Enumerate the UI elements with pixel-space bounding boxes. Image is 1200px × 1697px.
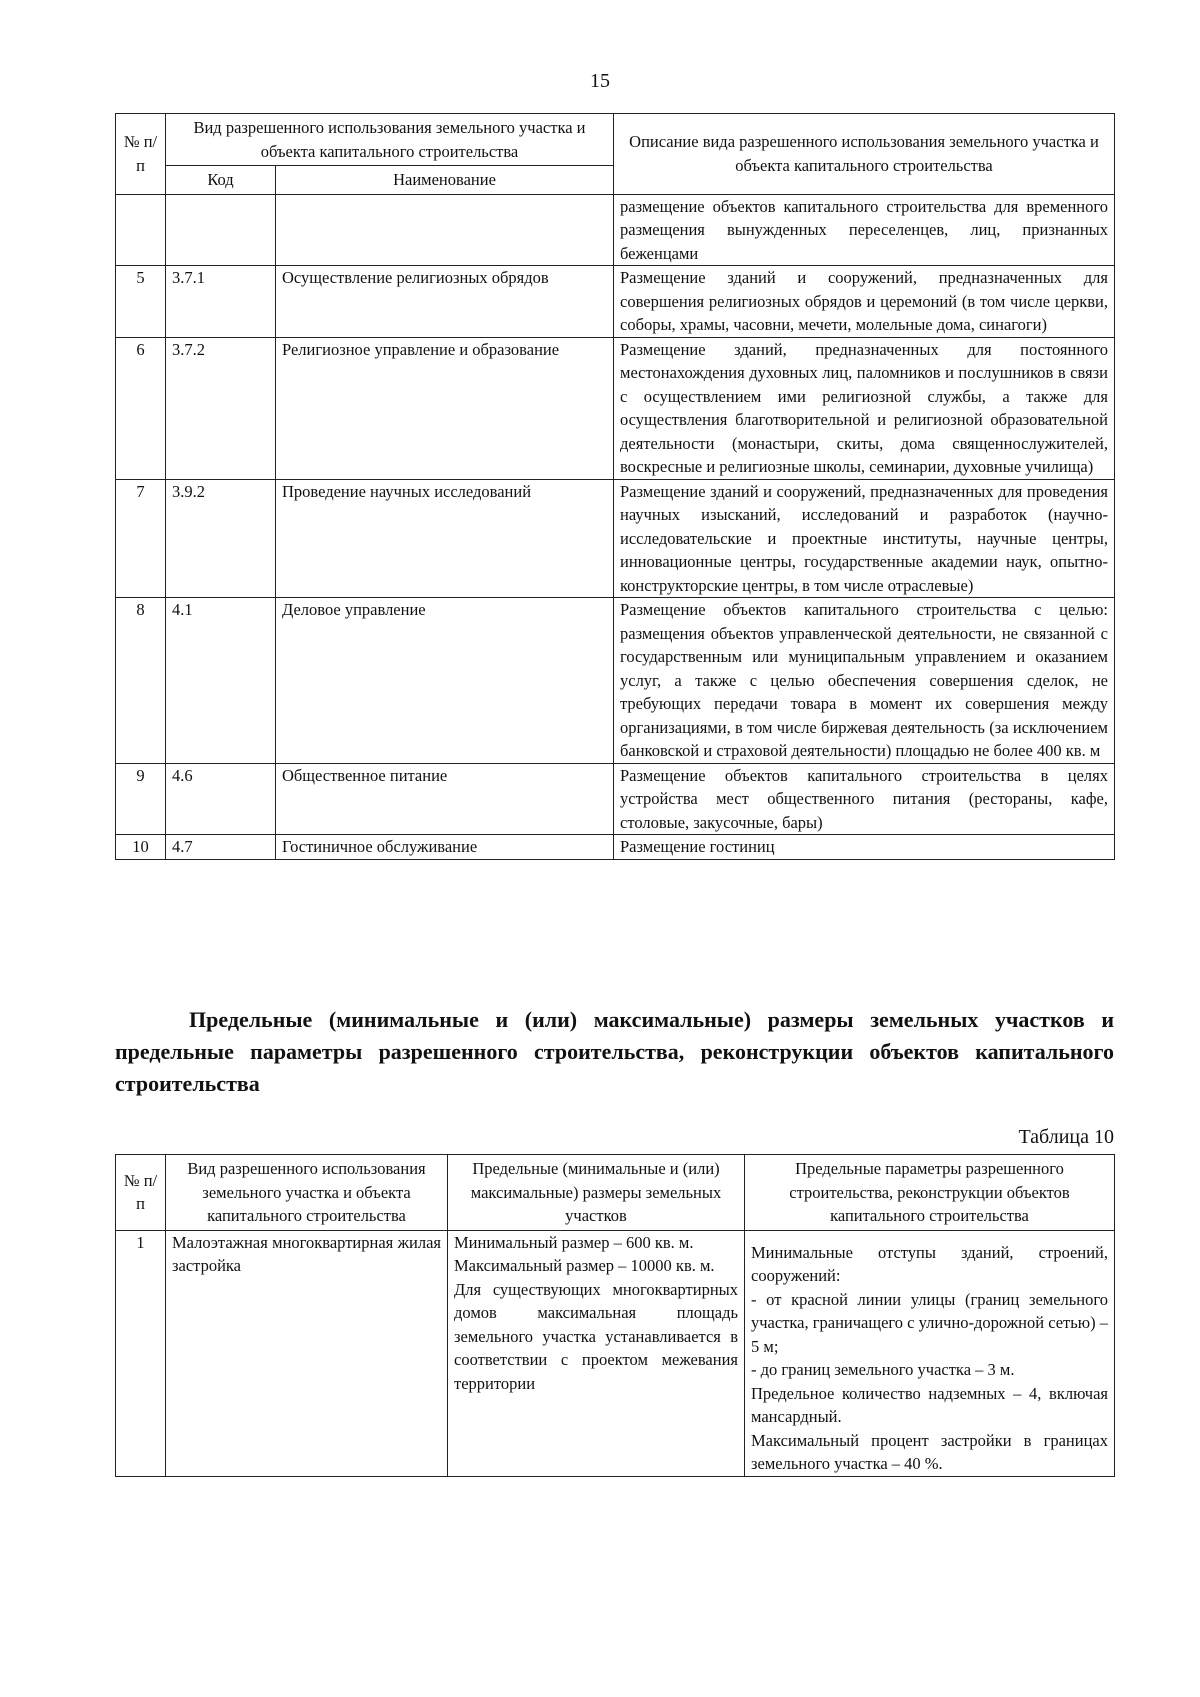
table-row: [116, 337, 1115, 479]
row-name: Гостиничное обслуживание: [276, 835, 614, 860]
section-heading: Предельные (минимальные и (или) максимальные) размеры земельных участков и предельные параметры разрешенного строительства, реконструкции объектов капитального строительства: [115, 1007, 1114, 1096]
param-red-line: - от красной линии улицы (границ земельного участка, граничащего с улично-дорожной сетью) – 5 м;: [751, 1289, 1108, 1356]
row-code: 3.9.2: [166, 479, 276, 598]
row-num: 5: [116, 266, 166, 338]
param-coverage: Максимальный процент застройки в границах земельного участка – 40 %.: [751, 1430, 1108, 1473]
parameters-table: [115, 1154, 1115, 1477]
row-description: Размещение зданий, предназначенных для постоянного местонахождения духовных лиц, паломников и послушников в связи с осуществлением ими религиозной службы, а также для осуществления благотворительной и религиозной образовательной деятельности (монастыри, скиты, дома священнослужителей, воскресные и религиозные школы, семинарии, духовные училища): [614, 337, 1115, 479]
row-num: 1: [116, 1230, 166, 1476]
param-boundary: - до границ земельного участка – 3 м.: [751, 1360, 1015, 1379]
size-min: Минимальный размер – 600 кв. м.: [454, 1232, 694, 1252]
row-name: Деловое управление: [276, 598, 614, 764]
row-use: [166, 1230, 448, 1476]
use-text: Малоэтажная многоквартирная жилая застройка: [172, 1232, 441, 1275]
row-name: Общественное питание: [276, 763, 614, 835]
table-row: [116, 194, 1115, 266]
land-use-table: [115, 113, 1115, 860]
row-num: 8: [116, 598, 166, 764]
row-name: Осуществление религиозных обрядов: [276, 266, 614, 338]
table-row: [116, 763, 1115, 835]
row-num: 6: [116, 337, 166, 479]
row-code: 4.6: [166, 763, 276, 835]
table-row: [116, 266, 1115, 338]
table-row: [116, 1230, 1115, 1476]
row-description: Размещение зданий и сооружений, предназначенных для проведения научных изысканий, исследований и разработок (научно-исследовательские и проектные институты, научные центры, инновационные центры, государственные академии наук, опытно-конструкторские центры, в том числе отраслевые): [614, 479, 1115, 598]
header-params: Предельные параметры разрешенного строительства, реконструкции объектов капитального строительства: [745, 1155, 1115, 1231]
size-max: Максимальный размер – 10000 кв. м.: [454, 1256, 715, 1275]
header-use: Вид разрешенного использования земельного участка и объекта капитального строительства: [166, 1155, 448, 1231]
row-name: Религиозное управление и образование: [276, 337, 614, 479]
row-description: Размещение гостиниц: [614, 835, 1115, 860]
row-params: [745, 1230, 1115, 1476]
table-row: [116, 479, 1115, 598]
row-code: 4.7: [166, 835, 276, 860]
row-code: 3.7.2: [166, 337, 276, 479]
row-description: Размещение объектов капитального строительства в целях устройства мест общественного питания (рестораны, кафе, столовые, закусочные, бары): [614, 763, 1115, 835]
header-num: № п/п: [116, 1155, 166, 1231]
row-num: [116, 194, 166, 266]
header-code: Код: [166, 166, 276, 195]
row-description: Размещение объектов капитального строительства с целью: размещения объектов управленческой деятельности, не связанной с государственным или муниципальным управлением и оказанием услуг, а также с целью обеспечения совершения сделок, не требующих передачи товара в момент их совершения между организациями, в том числе биржевая деятельность (за исключением банковской и страховой деятельности) площадью не более 400 кв. м: [614, 598, 1115, 764]
row-num: 9: [116, 763, 166, 835]
size-existing: Для существующих многоквартирных домов максимальная площадь земельного участка устанавливается в соответствии с проектом межевания территории: [454, 1279, 738, 1393]
row-num: 7: [116, 479, 166, 598]
row-name: Проведение научных исследований: [276, 479, 614, 598]
row-code: 4.1: [166, 598, 276, 764]
row-code: [166, 194, 276, 266]
table-row: [116, 598, 1115, 764]
header-num: № п/п: [116, 114, 166, 195]
header-name: Наименование: [276, 166, 614, 195]
header-use-group: Вид разрешенного использования земельного участка и объекта капитального строительства: [166, 114, 614, 166]
row-description: Размещение зданий и сооружений, предназначенных для совершения религиозных обрядов и церемоний (в том числе церкви, соборы, храмы, часовни, мечети, молельные дома, синагоги): [614, 266, 1115, 338]
param-floors: Предельное количество надземных – 4, включая мансардный.: [751, 1383, 1108, 1426]
row-sizes: [448, 1230, 745, 1476]
param-setbacks: Минимальные отступы зданий, строений, сооружений:: [751, 1242, 1108, 1285]
page-number: 15: [590, 70, 610, 92]
table-row: [116, 835, 1115, 860]
table-caption: Таблица 10: [1018, 1126, 1114, 1148]
row-name: [276, 194, 614, 266]
header-description: Описание вида разрешенного использования земельного участка и объекта капитального строительства: [614, 114, 1115, 195]
row-description: размещение объектов капитального строительства для временного размещения вынужденных переселенцев, лиц, признанных беженцами: [614, 194, 1115, 266]
row-num: 10: [116, 835, 166, 860]
row-code: 3.7.1: [166, 266, 276, 338]
header-sizes: Предельные (минимальные и (или) максимальные) размеры земельных участков: [448, 1155, 745, 1231]
